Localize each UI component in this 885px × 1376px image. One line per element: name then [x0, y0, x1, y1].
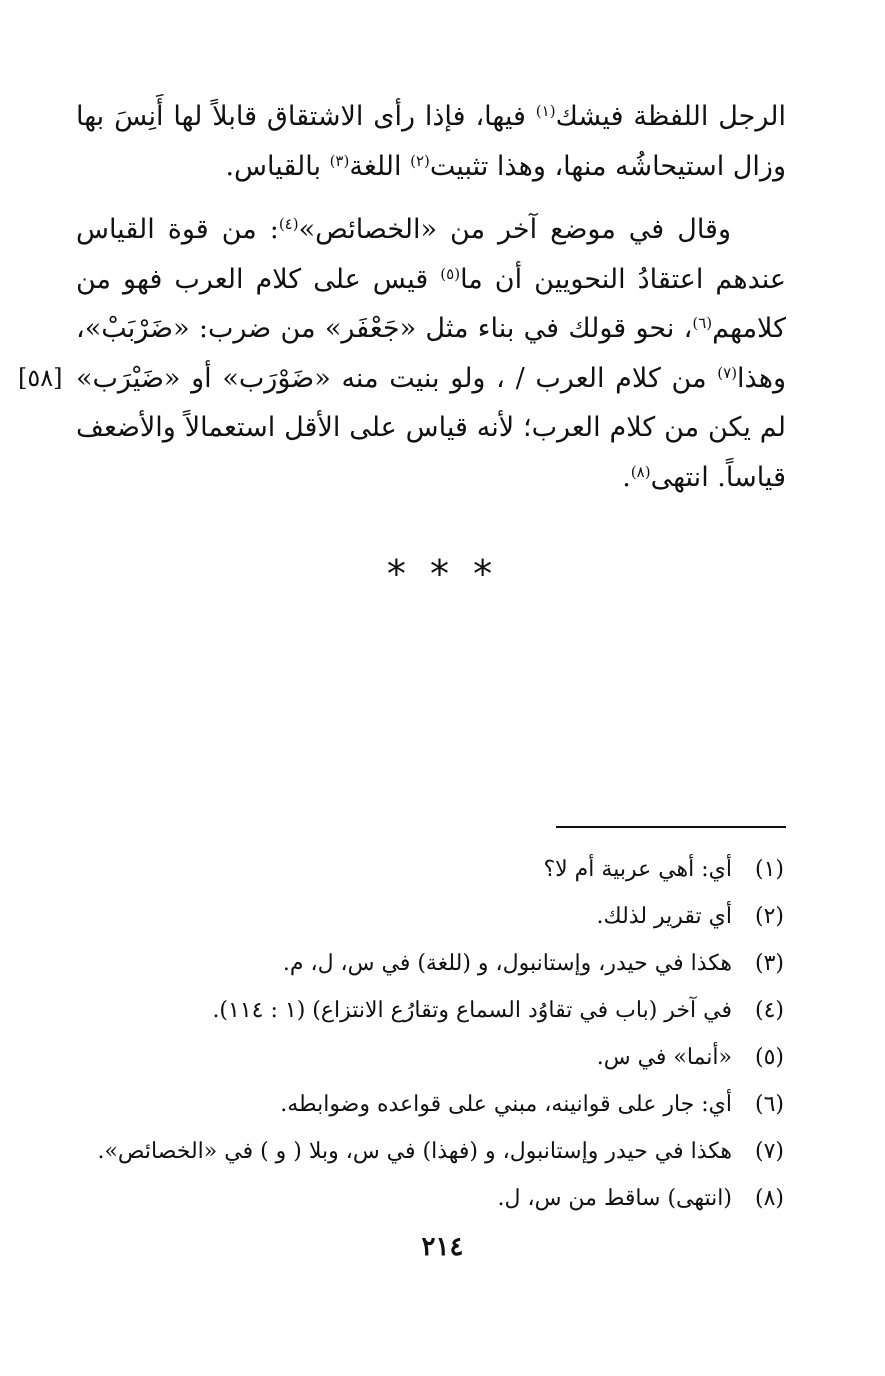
paragraph-2-text: : من قوة القياس عندهم اعتقادُ النحويين أن ما: [76, 214, 786, 295]
footnote-item: [60, 987, 784, 1034]
footnote-marker-1[interactable]: (١): [535, 102, 556, 120]
footnote-text: هكذا في حيدر وإستانبول، و (فهذا) في س، وبلا ( و ) في «الخصائص».: [97, 1139, 732, 1164]
footnote-item: [60, 940, 784, 987]
footnote-marker-4[interactable]: (٤): [278, 215, 299, 233]
paragraph-1-text: فيها، فإذا رأى الاشتقاق قابلاً لها أَنِسَ بها وزال استيحاشُه منها، وهذا تثبيت: [76, 101, 786, 182]
footnote-text: أي تقرير لذلك.: [596, 904, 732, 929]
footnote-marker-8[interactable]: (٨): [630, 462, 651, 481]
footnote-marker-5[interactable]: (٥): [440, 264, 461, 283]
footnote-text: أي: جار على قوانينه، مبني على قواعده وضوابطه.: [280, 1092, 732, 1117]
footnote-number: (٧): [754, 1139, 784, 1164]
page-number: ٢١٤: [421, 1232, 464, 1262]
footnote-number: (٦): [754, 1092, 784, 1117]
footnote-number: (٥): [754, 1045, 784, 1070]
footnote-text: أي: أهي عربية أم لا؟: [543, 857, 732, 882]
paragraph-2-text: قيس على كلام العرب فهو من كلامهم: [76, 263, 786, 344]
paragraph-1-text: بالقياس.: [225, 150, 330, 182]
footnote-number: (٤): [754, 998, 784, 1023]
footnote-item: [60, 1081, 784, 1128]
footnote-item: [60, 1034, 784, 1081]
footnote-marker-2[interactable]: (٢): [410, 151, 430, 170]
footnote-divider: [556, 826, 786, 828]
section-separator: * * *: [386, 552, 499, 596]
paragraph-2-text: من كلام العرب / ، ولو بنيت منه «ضَوْرَب» أو «ضَيْرَب» لم يكن من كلام العرب؛ لأنه قياس على الأقل استعمالاً والأضعف قياساً. انتهى: [76, 362, 786, 493]
footnote-number: (٣): [754, 951, 784, 976]
footnote-text: في آخر (باب في تقاوُد السماع وتقارُع الانتزاع) (١ : ١١٤).: [212, 998, 732, 1023]
footnote-item: [60, 846, 784, 893]
footnote-marker-3[interactable]: (٣): [329, 151, 350, 170]
footnote-text: هكذا في حيدر، وإستانبول، و (للغة) في س، ل، م.: [282, 951, 732, 976]
paragraph-2: [76, 205, 786, 502]
footnote-text: (انتهى) ساقط من س، ل.: [497, 1186, 732, 1211]
paragraph-2-text: .: [622, 461, 631, 493]
footnote-number: (٨): [754, 1186, 784, 1211]
main-text-body: [76, 92, 786, 502]
manuscript-folio-reference: [٥٨]: [18, 364, 63, 392]
footnote-number: (٢): [754, 904, 784, 929]
footnote-marker-7[interactable]: (٧): [717, 363, 738, 382]
footnotes-list: [60, 846, 784, 1222]
footnote-marker-6[interactable]: (٦): [692, 314, 713, 332]
footnote-item: [60, 893, 784, 940]
footnote-number: (١): [754, 857, 784, 882]
paragraph-1: [76, 92, 786, 191]
paragraph-2-text: وقال في موضع آخر من «الخصائص»: [298, 214, 731, 245]
paragraph-2-text: ، نحو قولك في بناء مثل «جَعْفَر» من ضرب: «ضَرْبَبْ»، وهذا: [76, 313, 786, 394]
paragraph-1-text: اللغة: [349, 150, 411, 182]
paragraph-1-text: الرجل اللفظة فيشك: [555, 101, 786, 132]
footnote-item: [60, 1128, 784, 1175]
footnote-text: «أنما» في س.: [596, 1045, 732, 1070]
footnote-item: [60, 1175, 784, 1222]
